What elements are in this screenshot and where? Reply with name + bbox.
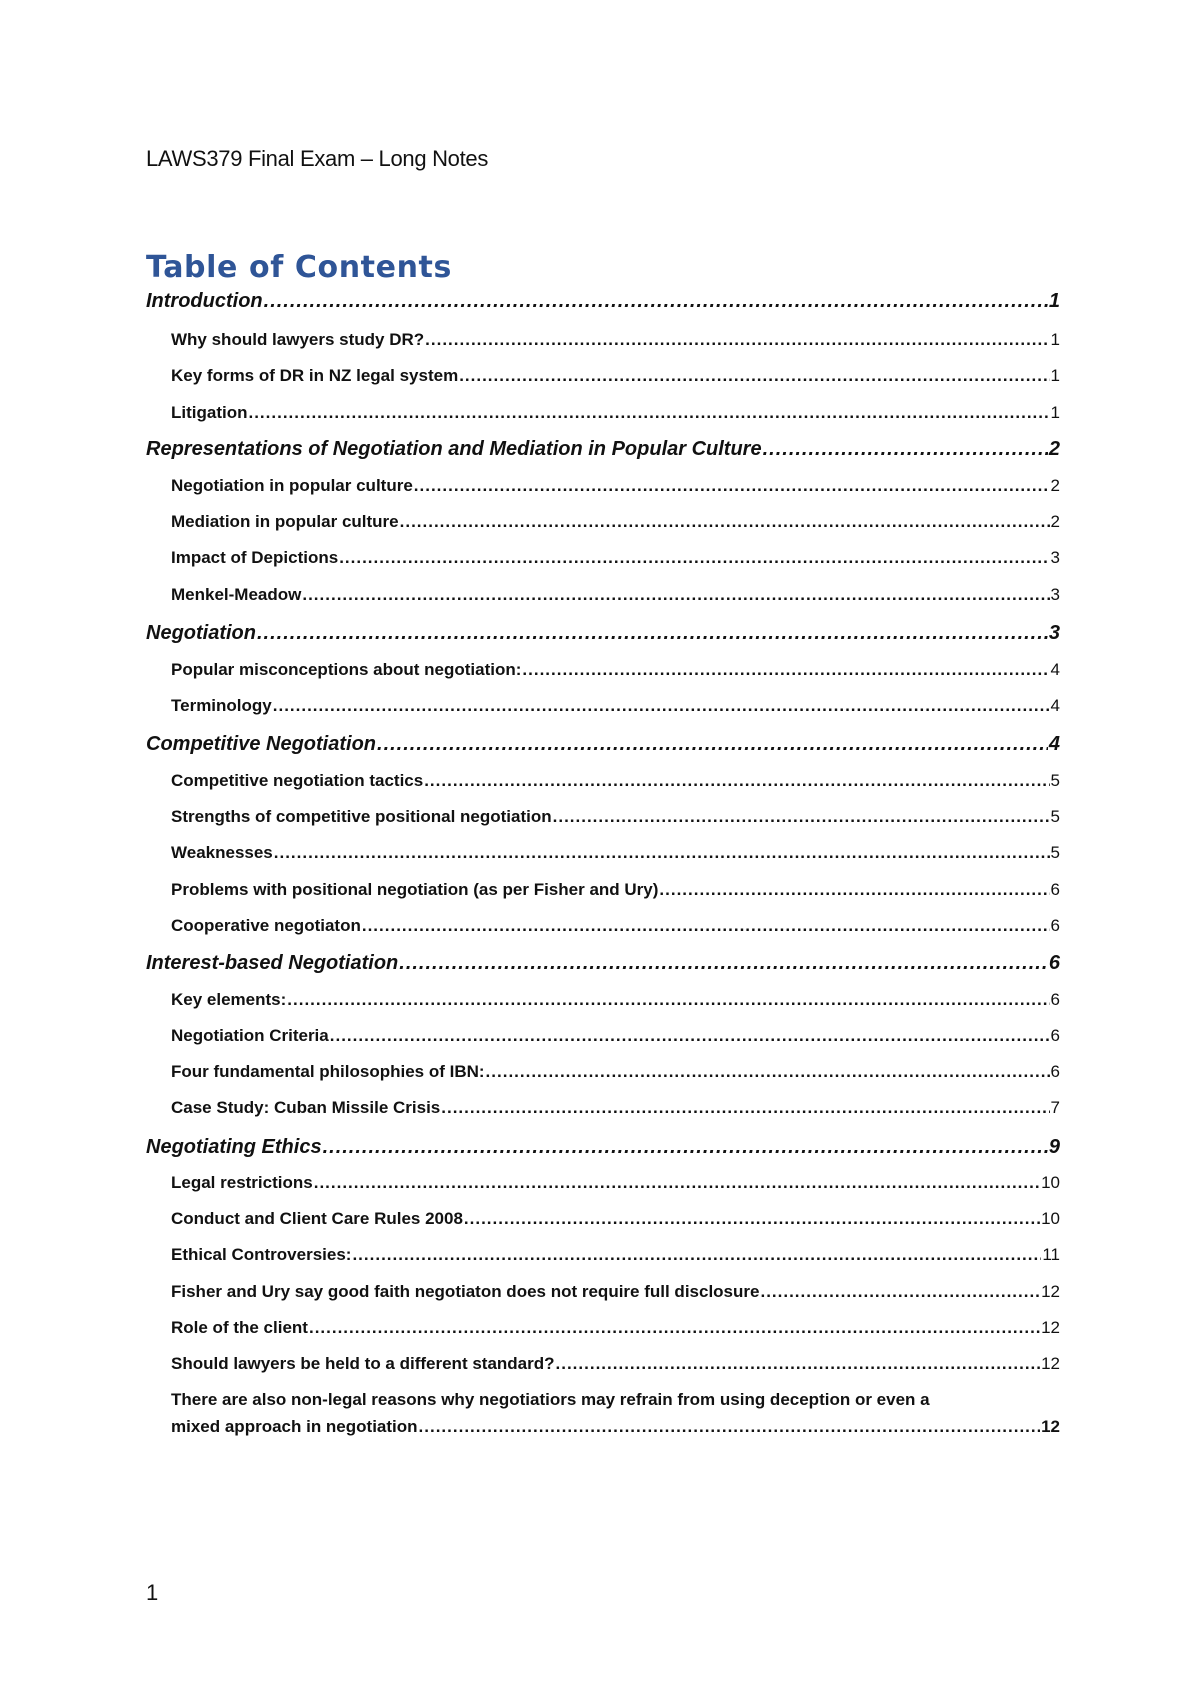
- toc-entry-title: Negotiating Ethics: [146, 1136, 322, 1158]
- toc-entry-subheading[interactable]: [171, 990, 1060, 1010]
- toc-entry-page-number: 12: [1041, 1417, 1060, 1436]
- toc-leader-dots: [464, 1209, 1040, 1229]
- toc-entry-title: Ethical Controversies:: [171, 1245, 352, 1264]
- toc-entry-subheading[interactable]: [171, 1318, 1060, 1338]
- toc-leader-dots: [352, 1245, 1041, 1265]
- toc-leader-dots: [556, 1354, 1041, 1374]
- toc-entry-title: Negotiation in popular culture: [171, 476, 413, 495]
- toc-leader-dots: [659, 880, 1049, 900]
- toc-leader-dots: [323, 1136, 1048, 1159]
- toc-entry-subheading[interactable]: [171, 1282, 1060, 1302]
- toc-entry-page-number: 3: [1050, 585, 1060, 604]
- toc-entry-page-number: 1: [1050, 403, 1060, 422]
- toc-entry-page-number: 6: [1050, 880, 1060, 899]
- toc-entry-page-number: 1: [1048, 290, 1060, 312]
- toc-entry-title: Negotiation Criteria: [171, 1026, 329, 1045]
- toc-entry-page-number: 10: [1041, 1173, 1060, 1192]
- toc-entry-title: Representations of Negotiation and Mediation in Popular Culture: [146, 438, 762, 460]
- toc-entry-subheading[interactable]: [171, 585, 1060, 605]
- toc-leader-dots: [330, 1026, 1050, 1046]
- toc-entry-page-number: 6: [1048, 952, 1060, 974]
- toc-entry-title: Cooperative negotiaton: [171, 916, 361, 935]
- toc-entry-title-line2: mixed approach in negotiation: [171, 1417, 418, 1436]
- toc-entry-page-number: 6: [1050, 990, 1060, 1009]
- toc-entry-title: Four fundamental philosophies of IBN:: [171, 1062, 485, 1081]
- toc-entry-title: Interest-based Negotiation: [146, 952, 399, 974]
- toc-leader-dots: [425, 330, 1049, 350]
- toc-entry-title: Popular misconceptions about negotiation:: [171, 660, 522, 679]
- toc-entry-page-number: 5: [1050, 843, 1060, 862]
- toc-entry-subheading[interactable]: [171, 696, 1060, 716]
- toc-leader-dots: [414, 476, 1050, 496]
- toc-leader-dots: [339, 548, 1049, 568]
- toc-leader-dots: [522, 660, 1049, 680]
- toc-leader-dots: [399, 952, 1048, 975]
- toc-entry-page-number: 11: [1042, 1245, 1060, 1264]
- toc-entry-title: Weaknesses: [171, 843, 273, 862]
- toc-leader-dots: [424, 771, 1049, 791]
- toc-entry-title: Introduction: [146, 290, 263, 312]
- toc-leader-dots: [314, 1173, 1040, 1193]
- toc-entry-title: Strengths of competitive positional negotiation: [171, 807, 552, 826]
- toc-entry-subheading[interactable]: [171, 1098, 1060, 1118]
- toc-entry-subheading[interactable]: [171, 880, 1060, 900]
- toc-entry-title: Why should lawyers study DR?: [171, 330, 425, 349]
- toc-entry-title: Mediation in popular culture: [171, 512, 399, 531]
- toc-entry-page-number: 12: [1041, 1282, 1060, 1301]
- toc-entry-subheading[interactable]: [171, 1026, 1060, 1046]
- toc-entry-subheading[interactable]: [171, 843, 1060, 863]
- toc-entry-subheading[interactable]: [171, 1062, 1060, 1082]
- toc-entry-subheading[interactable]: [171, 1390, 1060, 1437]
- toc-leader-dots: [273, 696, 1050, 716]
- toc-entry-page-number: 4: [1050, 696, 1060, 715]
- toc-entry-subheading[interactable]: [171, 366, 1060, 386]
- toc-entry-subheading[interactable]: [171, 1209, 1060, 1229]
- toc-leader-dots: [459, 366, 1049, 386]
- toc-entry-page-number: 6: [1050, 1026, 1060, 1045]
- toc-entry-title: Role of the client: [171, 1318, 308, 1337]
- toc-leader-dots: [274, 843, 1050, 863]
- toc-entry-title: Fisher and Ury say good faith negotiaton does not require full disclosure: [171, 1282, 760, 1301]
- toc-leader-dots: [309, 1318, 1040, 1338]
- toc-entry-title: Menkel-Meadow: [171, 585, 302, 604]
- toc-leader-dots: [248, 403, 1049, 423]
- toc-entry-page-number: 9: [1048, 1136, 1060, 1158]
- toc-entry-page-number: 4: [1050, 660, 1060, 679]
- toc-entry-page-number: 10: [1041, 1209, 1060, 1228]
- toc-entry-subheading[interactable]: [171, 771, 1060, 791]
- toc-entry-title: Competitive negotiation tactics: [171, 771, 424, 790]
- toc-leader-dots: [419, 1417, 1041, 1437]
- toc-leader-dots: [287, 990, 1049, 1010]
- toc-entry-title: Problems with positional negotiation (as per Fisher and Ury): [171, 880, 659, 899]
- toc-entry-page-number: 7: [1050, 1098, 1060, 1117]
- toc-entry-subheading[interactable]: [171, 403, 1060, 423]
- toc-entry-page-number: 4: [1048, 733, 1060, 755]
- toc-entry-title: Should lawyers be held to a different standard?: [171, 1354, 555, 1373]
- toc-leader-dots: [553, 807, 1050, 827]
- toc-entry-heading[interactable]: [146, 952, 1060, 975]
- toc-entry-title: Key forms of DR in NZ legal system: [171, 366, 459, 385]
- toc-entry-title: Case Study: Cuban Missile Crisis: [171, 1098, 441, 1117]
- toc-entry-heading[interactable]: [146, 733, 1060, 756]
- toc-leader-dots: [302, 585, 1049, 605]
- toc-entry-subheading[interactable]: [171, 660, 1060, 680]
- toc-entry-page-number: 2: [1048, 438, 1060, 460]
- toc-entry-page-number: 3: [1048, 622, 1060, 644]
- toc-entry-page-number: 5: [1050, 807, 1060, 826]
- toc-entry-title-line1: There are also non-legal reasons why negotiatiors may refrain from using deception or even a: [171, 1390, 930, 1409]
- toc-leader-dots: [760, 1282, 1040, 1302]
- document-header: LAWS379 Final Exam – Long Notes: [146, 146, 489, 171]
- toc-leader-dots: [400, 512, 1050, 532]
- toc-entry-heading[interactable]: [146, 438, 1060, 461]
- toc-entry-subheading[interactable]: [171, 1354, 1060, 1374]
- toc-entry-page-number: 6: [1050, 916, 1060, 935]
- toc-entry-page-number: 1: [1050, 330, 1060, 349]
- toc-entry-subheading[interactable]: [171, 548, 1060, 568]
- toc-entry-title: Legal restrictions: [171, 1173, 313, 1192]
- toc-entry-title: Key elements:: [171, 990, 287, 1009]
- page-number: 1: [146, 1580, 159, 1605]
- toc-entry-title: Terminology: [171, 696, 272, 715]
- toc-leader-dots: [441, 1098, 1049, 1118]
- toc-leader-dots: [257, 622, 1048, 645]
- toc-entry-subheading[interactable]: [171, 807, 1060, 827]
- toc-leader-dots: [377, 733, 1048, 756]
- toc-leader-dots: [264, 290, 1048, 313]
- toc-entry-title: Litigation: [171, 403, 248, 422]
- toc-leader-dots: [763, 438, 1048, 461]
- toc-leader-dots: [362, 916, 1050, 936]
- toc-entry-page-number: 1: [1050, 366, 1060, 385]
- toc-entry-subheading[interactable]: [171, 1245, 1060, 1265]
- toc-entry-title: Competitive Negotiation: [146, 733, 377, 755]
- toc-entry-subheading[interactable]: [171, 476, 1060, 496]
- toc-entry-subheading[interactable]: [171, 1173, 1060, 1193]
- toc-entry-subheading[interactable]: [171, 330, 1060, 350]
- toc-entry-subheading[interactable]: [171, 512, 1060, 532]
- toc-entry-heading[interactable]: [146, 1136, 1060, 1159]
- toc-entry-page-number: 12: [1041, 1354, 1060, 1373]
- toc-entry-page-number: 5: [1050, 771, 1060, 790]
- toc-heading: Table of Contents: [146, 250, 452, 285]
- toc-entry-subheading[interactable]: [171, 916, 1060, 936]
- toc-entry-page-number: 6: [1050, 1062, 1060, 1081]
- toc-entry-page-number: 2: [1050, 512, 1060, 531]
- toc-entry-title: Conduct and Client Care Rules 2008: [171, 1209, 463, 1228]
- toc-entry-title: Impact of Depictions: [171, 548, 339, 567]
- toc-entry-heading[interactable]: [146, 290, 1060, 313]
- toc-entry-page-number: 3: [1050, 548, 1060, 567]
- toc-entry-title: Negotiation: [146, 622, 256, 644]
- toc-entry-heading[interactable]: [146, 622, 1060, 645]
- toc-entry-page-number: 12: [1041, 1318, 1060, 1337]
- toc-entry-page-number: 2: [1050, 476, 1060, 495]
- toc-leader-dots: [486, 1062, 1050, 1082]
